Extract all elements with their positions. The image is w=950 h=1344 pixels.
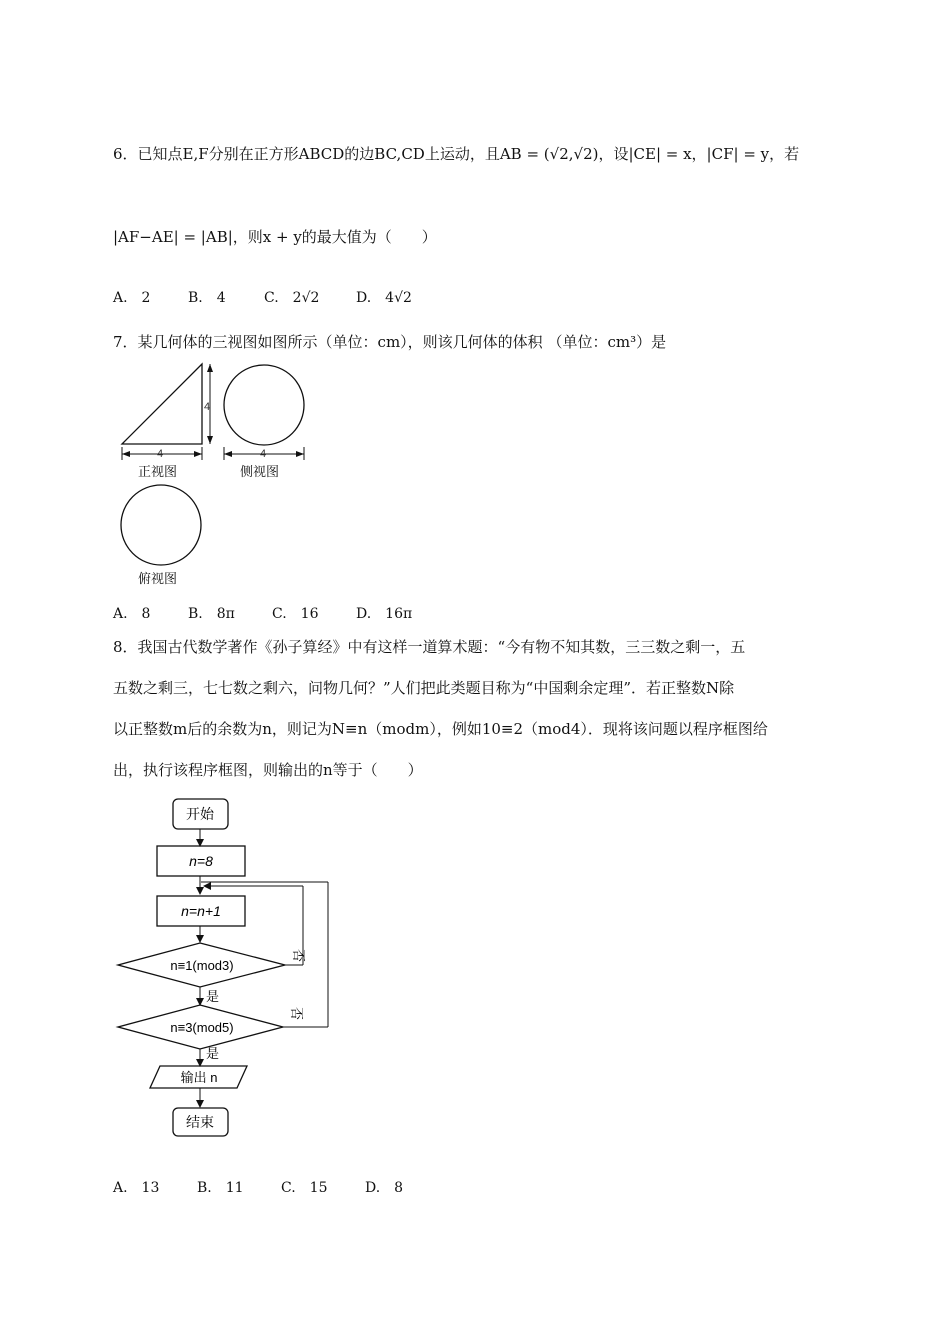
q8-option-c: C. 15 (281, 1180, 328, 1196)
q7-option-b: B. 8π (188, 606, 235, 622)
q6-option-b: B. 4 (188, 290, 226, 306)
three-view-figure (110, 360, 330, 590)
q8-line2: 五数之剩三，七七数之剩六，问物几何？”人们把此类题目称为“中国剩余定理”．若正整数N除 (113, 679, 735, 697)
q7-stem: 7．某几何体的三视图如图所示（单位：cm），则该几何体的体积 （单位：cm³）是 (113, 333, 667, 351)
svg-text:输出 n: 输出 n (180, 1070, 218, 1085)
svg-text:n≡1(mod3): n≡1(mod3) (170, 958, 234, 973)
svg-text:是: 是 (206, 989, 220, 1004)
q8-line1: 8．我国古代数学著作《孙子算经》中有这样一道算术题：“今有物不知其数，三三数之剩一，五 (113, 638, 746, 656)
svg-text:否: 否 (289, 1007, 304, 1021)
q6-option-c: C. 2√2 (264, 290, 320, 306)
front-view-triangle (122, 364, 202, 444)
q8-line3: 以正整数m后的余数为n，则记为N≡n（modm），例如10≡2（mod4）．现将该问题以程序框图给 (113, 720, 768, 738)
svg-text:n=8: n=8 (189, 853, 213, 869)
q8-line4: 出，执行该程序框图，则输出的n等于（ ） (113, 761, 423, 779)
side-view-label: 侧视图 (240, 464, 280, 479)
q6-option-d: D. 4√2 (356, 290, 412, 306)
q8-option-a: A. 13 (113, 1180, 160, 1196)
q6-line1: 6．已知点E,F分别在正方形ABCD的边BC,CD上运动，且AB = (√2,√2)，设|CE| = x，|CF| = y，若 (113, 145, 800, 163)
side-view-circle (224, 365, 304, 445)
svg-text:n≡3(mod5): n≡3(mod5) (170, 1020, 234, 1035)
q6-option-a: A. 2 (113, 290, 151, 306)
svg-text:开始: 开始 (186, 806, 214, 822)
front-height-label: 4 (204, 401, 211, 413)
q8-option-b: B. 11 (197, 1180, 244, 1196)
q7-option-c: C. 16 (272, 606, 319, 622)
q7-option-d: D. 16π (356, 606, 413, 622)
svg-text:结束: 结束 (186, 1114, 214, 1130)
front-width-label: 4 (157, 448, 164, 460)
top-view-label: 俯视图 (138, 571, 178, 586)
top-view-circle (121, 485, 201, 565)
svg-text:n=n+1: n=n+1 (181, 903, 221, 919)
flowchart (110, 795, 350, 1145)
svg-text:是: 是 (206, 1046, 220, 1061)
svg-text:否: 否 (291, 949, 306, 963)
front-view-label: 正视图 (138, 464, 178, 479)
q6-line2: |AF−AE| = |AB|，则x + y的最大值为（ ） (113, 228, 437, 246)
q7-option-a: A. 8 (113, 606, 151, 622)
side-width-label: 4 (260, 448, 267, 460)
q8-option-d: D. 8 (365, 1180, 404, 1196)
